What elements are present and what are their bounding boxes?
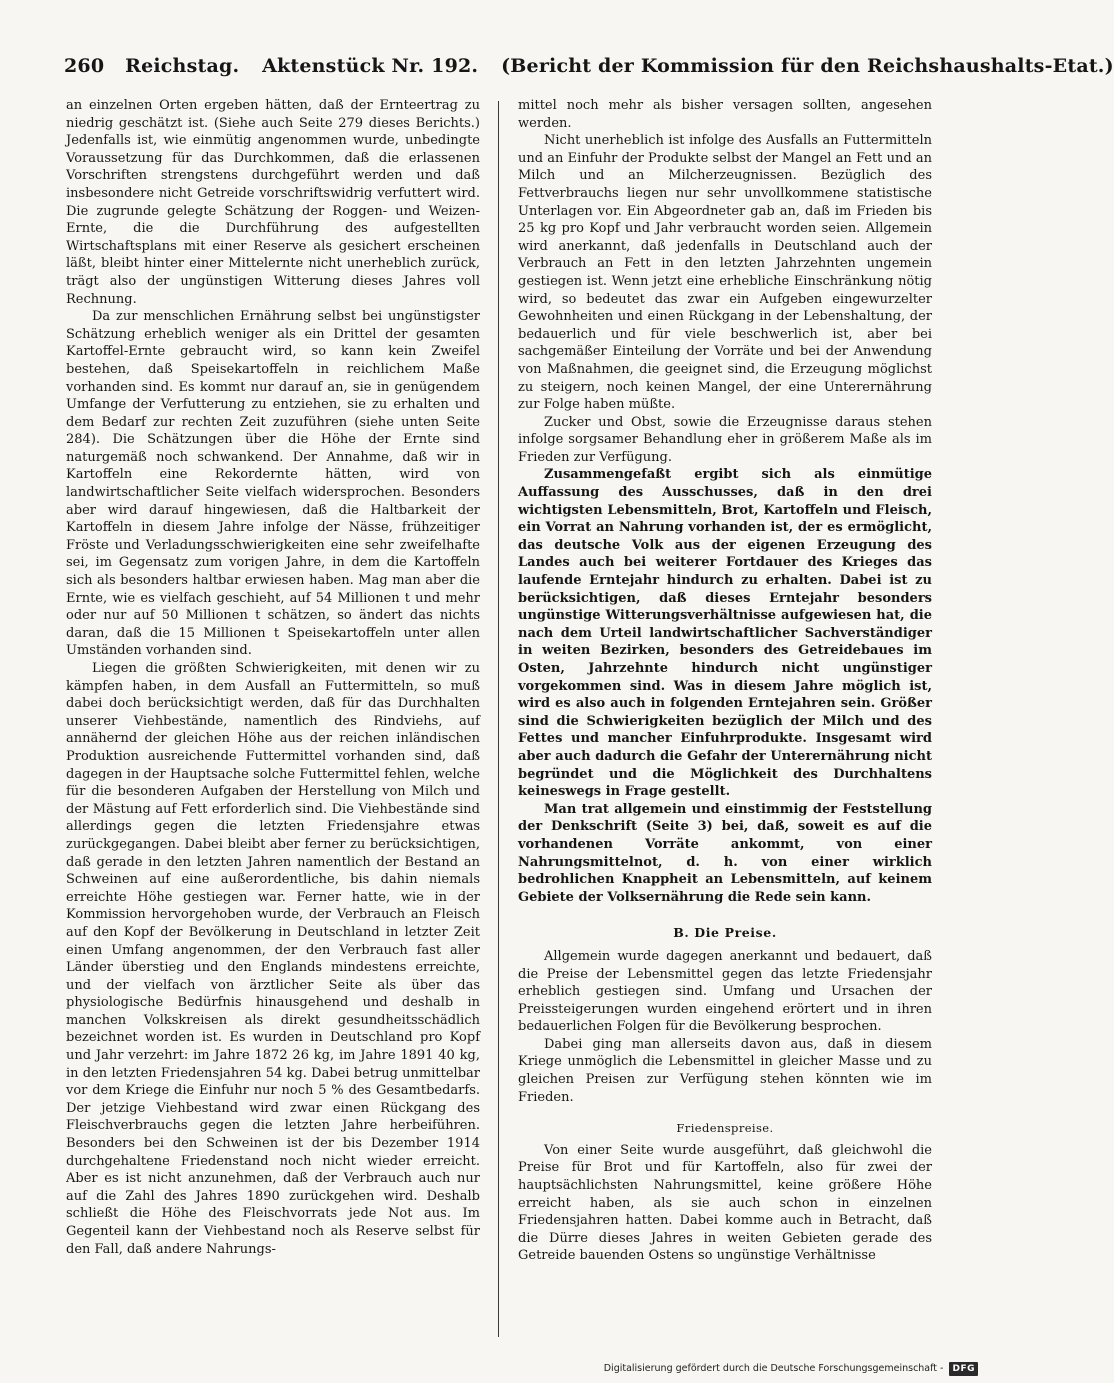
summary-paragraph: Zusammengefaßt ergibt sich als einmütige Auffassung des Ausschusses, daß in den drei wichtigsten Lebensmitteln, Brot, Kartoffeln und Fleisch, ein Vorrat an Nahrung vorhanden ist, der es ermöglicht, das deutsche Volk aus der eigenen Erzeugung des Landes auch bei weiterer Fortdauer des Krieges das laufende Erntejahr hindurch zu erhalten. Dabei ist zu berücksichtigen, daß dieses Erntejahr besonders ungünstige Witterungsverhältnisse aufgewiesen hat, die nach dem Urteil landwirtschaftlicher Sachverständiger in weiten Bezirken, besonders des Getreidebaues im Osten, Jahrzehnte hindurch nicht ungünstiger vorgekommen sind. Was in diesem Jahre möglich ist, wird es also auch in folgenden Erntejahren sein. Größer sind die Schwierigkeiten bezüglich der Milch und des Fettes und mancher Einfuhrprodukte. Insgesamt wird aber auch dadurch die Gefahr der Unterernährung nicht begründet und die Möglichkeit des Durchhaltens keineswegs in Frage gestellt.	[518, 467, 932, 800]
paragraph: Zucker und Obst, sowie die Erzeugnisse daraus stehen infolge sorgsamer Behandlung eher in größerem Maße als im Frieden zur Verfügung.	[518, 414, 932, 465]
left-column	[66, 97, 480, 1258]
right-column	[518, 97, 932, 1265]
paragraph: mittel noch mehr als bisher versagen sollten, angesehen werden.	[518, 98, 932, 131]
text-columns	[66, 97, 934, 1347]
paragraph: an einzelnen Orten ergeben hätten, daß der Ernteertrag zu niedrig geschätzt ist. (Siehe auch Seite 279 dieses Berichts.) Jedenfalls ist, wie einmütig angenommen wurde, unbedingte Voraussetzung für das Durchkommen, daß die erlassenen Vorschriften strengstens durchgeführt werden und daß insbesondere nicht Getreide vorschriftswidrig verfuttert wird. Die zugrunde gelegte Schätzung der Roggen- und Weizen-Ernte, die die Durchführung des aufgestellten Wirtschaftsplans mit einer Reserve als gesichert erscheinen läßt, bleibt hinter einer Mittelernte nicht unerheblich zurück, trägt also der ungünstigen Witterung dieses Jahres voll Rechnung.	[66, 98, 480, 307]
subsection-heading: Friedenspreise.	[676, 1121, 774, 1136]
report-title: (Bericht der Kommission für den Reichshaushalts-Etat.)	[501, 55, 1114, 77]
running-title: Reichstag.	[125, 55, 240, 77]
paragraph: Dabei ging man allerseits davon aus, daß in diesem Kriege unmöglich die Lebensmittel in gleicher Masse und zu gleichen Preisen zur Verfügung stehen könnten wie im Frieden.	[518, 1036, 932, 1105]
page-header	[64, 52, 1114, 80]
document-title: Aktenstück Nr. 192.	[262, 55, 479, 77]
footer-credit: Digitalisierung gefördert durch die Deutsche Forschungsgemeinschaft -	[603, 1363, 944, 1374]
paragraph: Liegen die größten Schwierigkeiten, mit denen wir zu kämpfen haben, in dem Ausfall an Futtermitteln, so muß dabei doch berücksichtigt werden, daß für das Durchhalten unserer Viehbestände, namentlich des Rindviehs, auf annähernd der gleichen Höhe aus der reichen inländischen Produktion ausreichende Futtermittel vorhanden sind, daß dagegen in der Hauptsache solche Futtermittel fehlen, welche für die besonderen Aufgaben der Herstellung von Milch und der Mästung auf Fett erforderlich sind. Die Viehbestände sind allerdings gegen die letzten Friedensjahre etwas zurückgegangen. Dabei bleibt aber ferner zu berücksichtigen, daß gerade in den letzten Jahren namentlich der Bestand an Schweinen auf eine außerordentliche, bis dahin niemals erreichte Höhe gestiegen war. Ferner hatte, wie in der Kommission hervorgehoben wurde, der Verbrauch an Fleisch auf den Kopf der Bevölkerung in Deutschland in letzter Zeit einen Umfang angenommen, der den Verbrauch fast aller Länder überstieg und den Englands mindestens erreichte, und der vielfach von ärztlicher Seite als über das physiologische Bedürfnis hinausgehend und deshalb in manchen Volkskreisen als direkt gesundheitsschädlich bezeichnet worden ist. Es wurden in Deutschland pro Kopf und Jahr verzehrt: im Jahre 1872 26 kg, im Jahre 1891 40 kg, in den letzten Friedensjahren 54 kg. Dabei betrug unmittelbar vor dem Kriege die Einfuhr nur noch 5 % des Gesamtbedarfs. Der jetzige Viehbestand wird zwar einen Rückgang des Fleischverbrauchs gegen die letzten Jahre herbeiführen. Besonders bei den Schweinen ist der bis Dezember 1914 durchgehaltene Friedenstand noch nicht wieder erreicht. Aber es ist nicht anzunehmen, daß der Verbrauch auch nur auf die Zahl des Jahres 1890 zurückgehen wird. Deshalb schließt die Höhe des Fleischvorrats jede Not aus. Im Gegenteil kann der Viehbestand noch als Reserve selbst für den Fall, daß andere Nahrungs-	[66, 661, 480, 1257]
digitization-footer	[604, 1361, 978, 1377]
conclusion-paragraph: Man trat allgemein und einstimmig der Feststellung der Denkschrift (Seite 3) bei, daß, soweit es auf die vorhandenen Vorräte ankommt, von einer Nahrungsmittelnot, d. h. von einer wirklich bedrohlichen Knappheit an Lebensmitteln, auf keinem Gebiete der Volksernährung die Rede sein kann.	[518, 801, 932, 905]
paragraph: Nicht unerheblich ist infolge des Ausfalls an Futtermitteln und an Einfuhr der Produkte selbst der Mangel an Fett und an Milch und an Milcherzeugnissen. Bezüglich des Fettverbrauchs liegen nur sehr unvollkommene statistische Unterlagen vor. Ein Abgeordneter gab an, daß im Frieden bis 25 kg pro Kopf und Jahr verbraucht worden seien. Allgemein wird anerkannt, daß jedenfalls in Deutschland auch der Verbrauch an Fett in den letzten Jahrzehnten ungemein gestiegen ist. Wenn jetzt eine erhebliche Einschränkung nötig wird, so bedeutet das zwar ein Aufgeben eingewurzelter Gewohnheiten und einen Rückgang in der Lebenshaltung, der bedauerlich und für viele beschwerlich ist, aber bei sachgemäßer Einteilung der Vorräte und bei der Anwendung von Maßnahmen, die geeignet sind, die Erzeugung möglichst zu steigern, noch keinen Mangel, der eine Unterernährung zur Folge haben müßte.	[518, 133, 932, 413]
page-number: 260	[64, 55, 105, 77]
paragraph: Von einer Seite wurde ausgeführt, daß gleichwohl die Preise für Brot und für Kartoffeln, also für zwei der hauptsächlichsten Nahrungsmittel, keine größere Höhe erreicht haben, als sie auch schon in einzelnen Friedensjahren hatten. Dabei komme auch in Betracht, daß die Dürre dieses Jahres in weiten Gebieten gerade des Getreide bauenden Ostens so ungünstige Verhältnisse	[518, 1142, 932, 1264]
paragraph: Allgemein wurde dagegen anerkannt und bedauert, daß die Preise der Lebensmittel gegen das letzte Friedensjahr erheblich gestiegen sind. Umfang und Ursachen der Preissteigerungen wurden eingehend erörtert und in ihren bedauerlichen Folgen für die Bevölkerung besprochen.	[518, 948, 932, 1035]
paragraph: Da zur menschlichen Ernährung selbst bei ungünstigster Schätzung erheblich weniger als ein Drittel der gesamten Kartoffel-Ernte gebraucht wird, so kann kein Zweifel bestehen, daß Speisekartoffeln in reichlichem Maße vorhanden sind. Es kommt nur darauf an, sie in genügendem Umfange der Verfutterung zu entziehen, sie zu erhalten und dem Bedarf zur rechten Zeit zuzuführen (siehe unten Seite 284). Die Schätzungen über die Höhe der Ernte sind naturgemäß noch schwankend. Der Annahme, daß wir in Kartoffeln eine Rekordernte hätten, wird von landwirtschaftlicher Seite vielfach widersprochen. Besonders aber wird darauf hingewiesen, daß die Haltbarkeit der Kartoffeln in diesem Jahre infolge der Nässe, frühzeitiger Fröste und Verladungsschwierigkeiten eine sehr zweifelhafte sei, im Gegensatz zum vorigen Jahre, in dem die Kartoffeln sich als besonders haltbar erwiesen haben. Mag man aber die Ernte, wie es vielfach geschieht, auf 54 Millionen t und mehr oder nur auf 50 Millionen t schätzen, so ändert das nichts daran, daß die 15 Millionen t Speisekartoffeln unter allen Umständen vorhanden sind.	[66, 309, 480, 659]
column-divider	[498, 101, 499, 1337]
dfg-logo-icon: DFG	[949, 1362, 978, 1376]
section-heading: B. Die Preise.	[673, 925, 777, 941]
